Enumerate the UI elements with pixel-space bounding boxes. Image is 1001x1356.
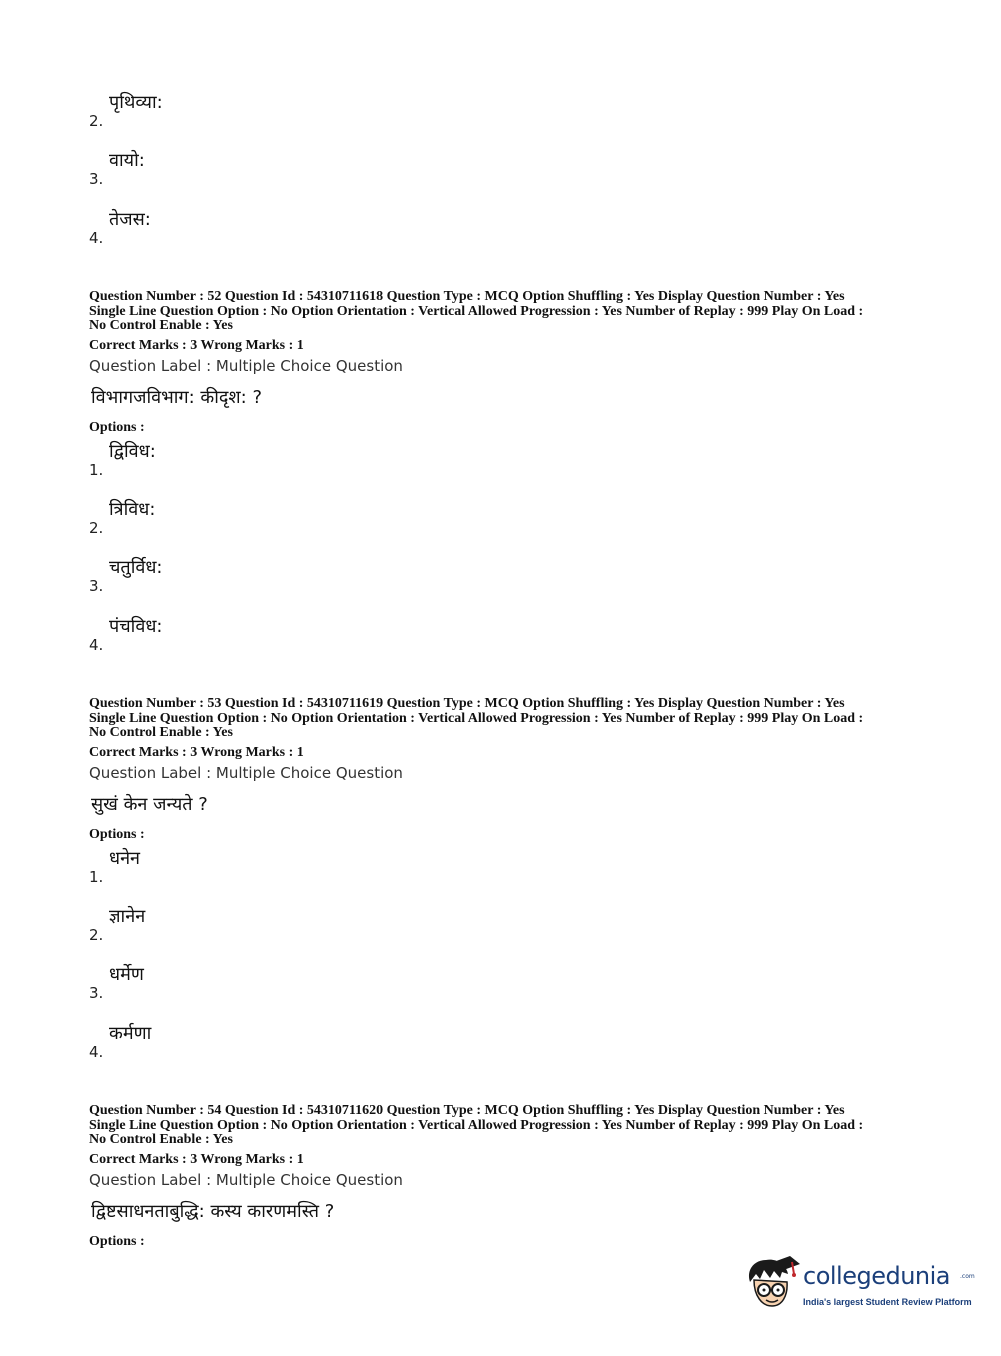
- option-text: द्विविध:: [109, 441, 156, 462]
- brand-suffix: .com: [960, 1273, 975, 1280]
- option-3[interactable]: [89, 555, 489, 595]
- meta-line: No Control Enable : Yes: [89, 1132, 233, 1147]
- option-2[interactable]: [89, 904, 489, 944]
- question-text: द्विष्टसाधनताबुद्धि: कस्य कारणमस्ति ?: [91, 1201, 335, 1222]
- marks-info: Correct Marks : 3 Wrong Marks : 1: [89, 338, 304, 353]
- mascot-icon: [742, 1252, 802, 1312]
- option-text: धर्मेण: [109, 964, 144, 985]
- option-4[interactable]: [89, 1021, 489, 1061]
- option-number: 4.: [89, 1043, 104, 1061]
- meta-line: Question Number : 53 Question Id : 54310711619 Question Type : MCQ Option Shuffling : Yes Display Question Number : Yes: [89, 696, 845, 711]
- option-number: 4.: [89, 229, 104, 247]
- prev-option-4[interactable]: [89, 207, 489, 247]
- option-number: 2.: [89, 519, 104, 537]
- option-number: 1.: [89, 461, 104, 479]
- option-text: पंचविध:: [109, 616, 163, 637]
- option-number: 2.: [89, 112, 104, 130]
- prev-option-3[interactable]: [89, 148, 489, 188]
- question-text: विभागजविभाग: कीदृश: ?: [91, 387, 263, 408]
- question-meta: [89, 697, 919, 741]
- options-heading: Options :: [89, 827, 145, 842]
- brand-name: collegedunia: [803, 1262, 951, 1290]
- marks-info: Correct Marks : 3 Wrong Marks : 1: [89, 1152, 304, 1167]
- question-label: Question Label : Multiple Choice Question: [89, 764, 403, 782]
- question-text: सुखं केन जन्यते ?: [91, 794, 208, 815]
- brand-tagline: India's largest Student Review Platform: [803, 1297, 972, 1307]
- meta-line: Single Line Question Option : No Option Orientation : Vertical Allowed Progression : Yes Number of Replay : 999 Play On Load :: [89, 303, 864, 319]
- option-text: तेजस:: [109, 209, 151, 230]
- question-label: Question Label : Multiple Choice Question: [89, 1171, 403, 1189]
- option-text: कर्मणा: [109, 1023, 152, 1044]
- options-heading: Options :: [89, 420, 145, 435]
- option-1[interactable]: [89, 846, 489, 886]
- question-label: Question Label : Multiple Choice Question: [89, 357, 403, 375]
- meta-line: No Control Enable : Yes: [89, 725, 233, 740]
- meta-line: No Control Enable : Yes: [89, 318, 233, 333]
- option-text: पृथिव्या:: [109, 92, 163, 113]
- option-3[interactable]: [89, 962, 489, 1002]
- option-number: 3.: [89, 984, 104, 1002]
- option-1[interactable]: [89, 439, 489, 479]
- option-text: ज्ञानेन: [109, 906, 146, 927]
- option-number: 2.: [89, 926, 104, 944]
- option-text: चतुर्विध:: [109, 557, 163, 578]
- meta-line: Single Line Question Option : No Option Orientation : Vertical Allowed Progression : Yes Number of Replay : 999 Play On Load :: [89, 1117, 864, 1133]
- option-number: 3.: [89, 170, 104, 188]
- meta-line: Single Line Question Option : No Option Orientation : Vertical Allowed Progression : Yes Number of Replay : 999 Play On Load :: [89, 710, 864, 726]
- option-number: 1.: [89, 868, 104, 886]
- option-4[interactable]: [89, 614, 489, 654]
- option-text: त्रिविध:: [109, 499, 156, 520]
- prev-option-2[interactable]: [89, 90, 489, 130]
- question-meta: [89, 1104, 919, 1148]
- meta-line: Question Number : 52 Question Id : 54310711618 Question Type : MCQ Option Shuffling : Yes Display Question Number : Yes: [89, 289, 845, 304]
- option-text: वायो:: [109, 150, 145, 171]
- options-heading: Options :: [89, 1234, 145, 1249]
- option-number: 3.: [89, 577, 104, 595]
- option-number: 4.: [89, 636, 104, 654]
- marks-info: Correct Marks : 3 Wrong Marks : 1: [89, 745, 304, 760]
- collegedunia-logo[interactable]: [742, 1252, 975, 1312]
- meta-line: Question Number : 54 Question Id : 54310711620 Question Type : MCQ Option Shuffling : Yes Display Question Number : Yes: [89, 1103, 845, 1118]
- option-2[interactable]: [89, 497, 489, 537]
- option-text: धनेन: [109, 848, 141, 869]
- question-meta: [89, 290, 919, 334]
